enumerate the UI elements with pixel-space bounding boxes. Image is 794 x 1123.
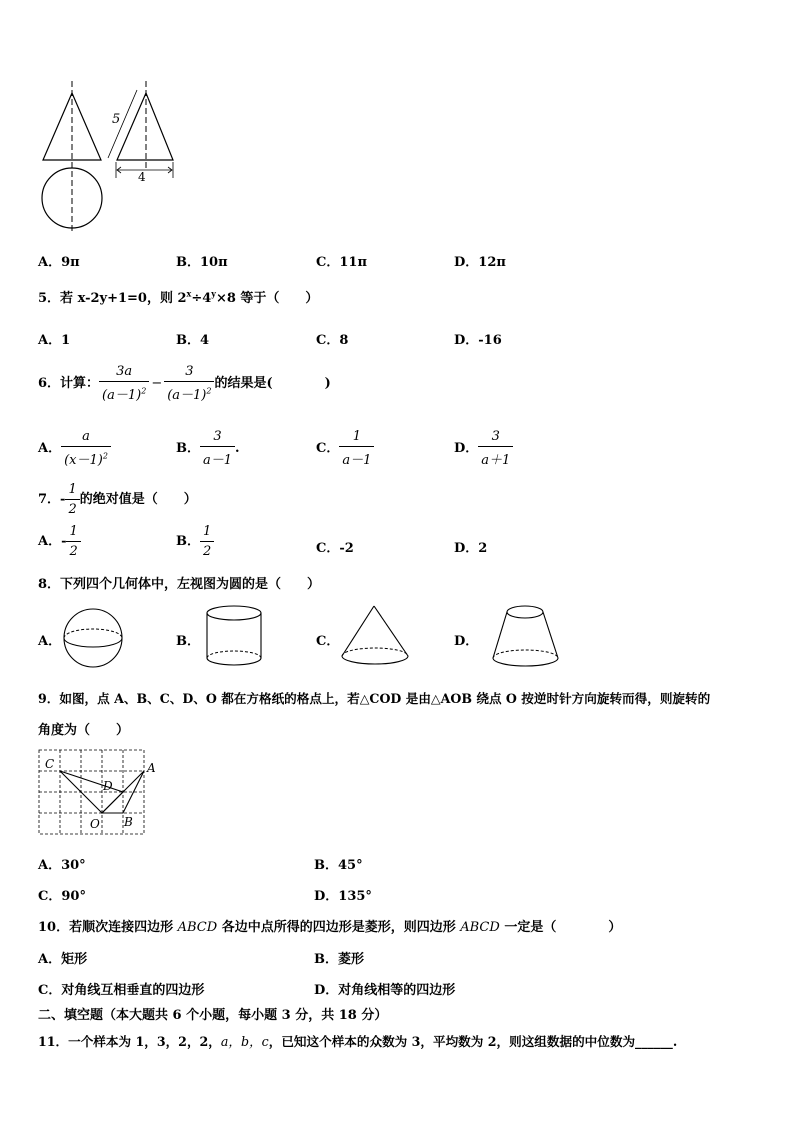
q7-option-c: C．-2: [316, 541, 354, 556]
q11-vars: a，b，c: [220, 1034, 269, 1049]
q5-option-d: D．-16: [454, 333, 502, 348]
q10-option-a: A．矩形: [38, 952, 88, 967]
q5-sup-x: x: [186, 288, 192, 299]
q6-frac2-den: (a－1): [167, 388, 207, 403]
q6-option-b-den: a－1: [203, 453, 233, 468]
q5-suffix: ×8 等于（ ）: [215, 291, 319, 306]
q6-option-a-exp: 2: [102, 451, 108, 461]
q10-stem: [38, 916, 621, 935]
q6-option-a-num: a: [61, 429, 111, 447]
q6-option-b-num: 3: [200, 429, 235, 447]
q6-prefix: 6．计算：: [38, 376, 100, 391]
q9-label-b: B: [124, 815, 133, 829]
q7-den: 2: [68, 502, 77, 517]
q4-option-c: C．11π: [316, 255, 367, 270]
q6-fraction-1: [99, 364, 149, 403]
q6-option-a: [38, 429, 111, 468]
q9-option-d: D．135°: [314, 889, 372, 904]
q7-option-a-label: A．-: [38, 534, 67, 549]
q4-three-view-figure: [30, 78, 190, 238]
q6-option-c-den: a－1: [342, 453, 372, 468]
q6-fraction-2: [164, 364, 214, 403]
q9-label-d: D: [103, 779, 113, 793]
q7-stem: [38, 482, 197, 517]
q9-label-a: A: [147, 761, 156, 775]
q7-option-b-num: 1: [200, 524, 214, 542]
q8-option-a: A．: [38, 634, 62, 649]
q11-blank: ______: [635, 1034, 673, 1049]
q6-frac2-exp: 2: [206, 386, 212, 396]
q9-option-c: C．90°: [38, 889, 86, 904]
q6-frac1-num: 3a: [99, 364, 149, 382]
q10-mid: 各边中点所得的四边形是菱形，则四边形: [217, 920, 461, 935]
q8-stem: 8．下列四个几何体中，左视图为圆的是（ ）: [38, 577, 321, 592]
q6-option-b-label: B．: [176, 441, 200, 456]
q5-option-c: C．8: [316, 333, 349, 348]
q4-option-b: B．10π: [176, 255, 228, 270]
sphere-figure: [60, 606, 130, 670]
q4-option-d: D．12π: [454, 255, 506, 270]
q9-stem-line2: 角度为（ ）: [38, 723, 130, 738]
q6-option-a-label: A．: [38, 441, 62, 456]
q7-num: 1: [65, 482, 79, 500]
q7-option-b-label: B．: [176, 534, 200, 549]
q6-frac1-exp: 2: [141, 386, 147, 396]
q10-option-c: C．对角线互相垂直的四边形: [38, 983, 205, 998]
q11-pre: 11．一个样本为 1，3，2，2，: [38, 1034, 221, 1049]
q5-stem: [38, 287, 318, 306]
q6-stem: 6．计算： $\frac{3a}{(a-1)^2}$ − $\frac{3}{(a-1)^2}$ 的结果是( ): [38, 364, 331, 403]
q10-suffix: 一定是（ ）: [499, 920, 622, 935]
q9-label-o: O: [90, 817, 100, 831]
q4-option-a: A．9π: [38, 255, 80, 270]
q5-prefix: 5．若 x-2y+1=0，则 2: [38, 291, 187, 306]
q9-label-c: C: [45, 757, 55, 771]
q10-option-b: B．菱形: [314, 952, 364, 967]
cone-figure: [338, 603, 414, 669]
q5-option-b: B．4: [176, 333, 210, 348]
q11-stem: [38, 1031, 677, 1050]
q7-option-d: D．2: [454, 541, 488, 556]
q10-pre: 10．若顺次连接四边形: [38, 920, 178, 935]
q9-option-b: B．45°: [314, 858, 363, 873]
q6-frac2-num: 3: [164, 364, 214, 382]
q7-option-b-den: 2: [203, 544, 212, 559]
q7-option-a-num: 1: [66, 524, 80, 542]
q9-grid-figure: [36, 748, 166, 840]
q6-frac1-den: (a－1): [102, 388, 142, 403]
q9-option-a: A．30°: [38, 858, 86, 873]
q6-option-d: [454, 429, 513, 468]
q8-option-d: D．: [454, 634, 479, 649]
q6-option-d-label: D．: [454, 441, 479, 456]
q7-option-a-den: 2: [69, 544, 78, 559]
q5-sup-y: y: [211, 288, 216, 299]
q8-option-c: C．: [316, 634, 340, 649]
q10-option-d: D．对角线相等的四边形: [314, 983, 456, 998]
frustum-figure: [488, 603, 566, 669]
q6-option-b: [176, 429, 240, 468]
section-title: 二、填空题（本大题共 6 个小题，每小题 3 分，共 18 分）: [38, 1008, 388, 1023]
q10-abcd-1: ABCD: [177, 920, 218, 935]
q11-end: .: [672, 1034, 678, 1049]
q6-option-d-num: 3: [478, 429, 513, 447]
q8-option-b: B．: [176, 634, 200, 649]
q6-option-d-den: a＋1: [481, 453, 511, 468]
q6-option-a-den: (x－1): [64, 453, 103, 468]
q7-suffix: 的绝对值是（ ）: [79, 492, 197, 507]
q9-stem-line1: 9．如图，点 A、B、C、D、O 都在方格纸的格点上，若△COD 是由△AOB 绕点 O 按逆时针方向旋转而得，则旋转的: [38, 691, 711, 706]
q4-base-label: 4: [138, 170, 146, 184]
q11-suffix: ，已知这个样本的众数为 3，平均数为 2，则这组数据的中位数为: [268, 1034, 636, 1049]
q5-mid: ÷4: [191, 291, 212, 306]
q6-suffix: 的结果是( ): [214, 376, 331, 391]
q4-slant-label: 5: [112, 112, 121, 127]
q6-option-c-label: C．: [316, 441, 340, 456]
cylinder-figure: [203, 603, 267, 669]
q10-abcd-2: ABCD: [460, 920, 500, 935]
q6-option-c-num: 1: [339, 429, 374, 447]
q6-option-c: [316, 429, 374, 468]
q7-option-a: [38, 524, 81, 559]
q6-option-b-tail: .: [235, 441, 240, 456]
q7-prefix: 7．-: [38, 492, 66, 507]
q5-option-a: A．1: [38, 333, 71, 348]
q7-option-b: [176, 524, 214, 559]
